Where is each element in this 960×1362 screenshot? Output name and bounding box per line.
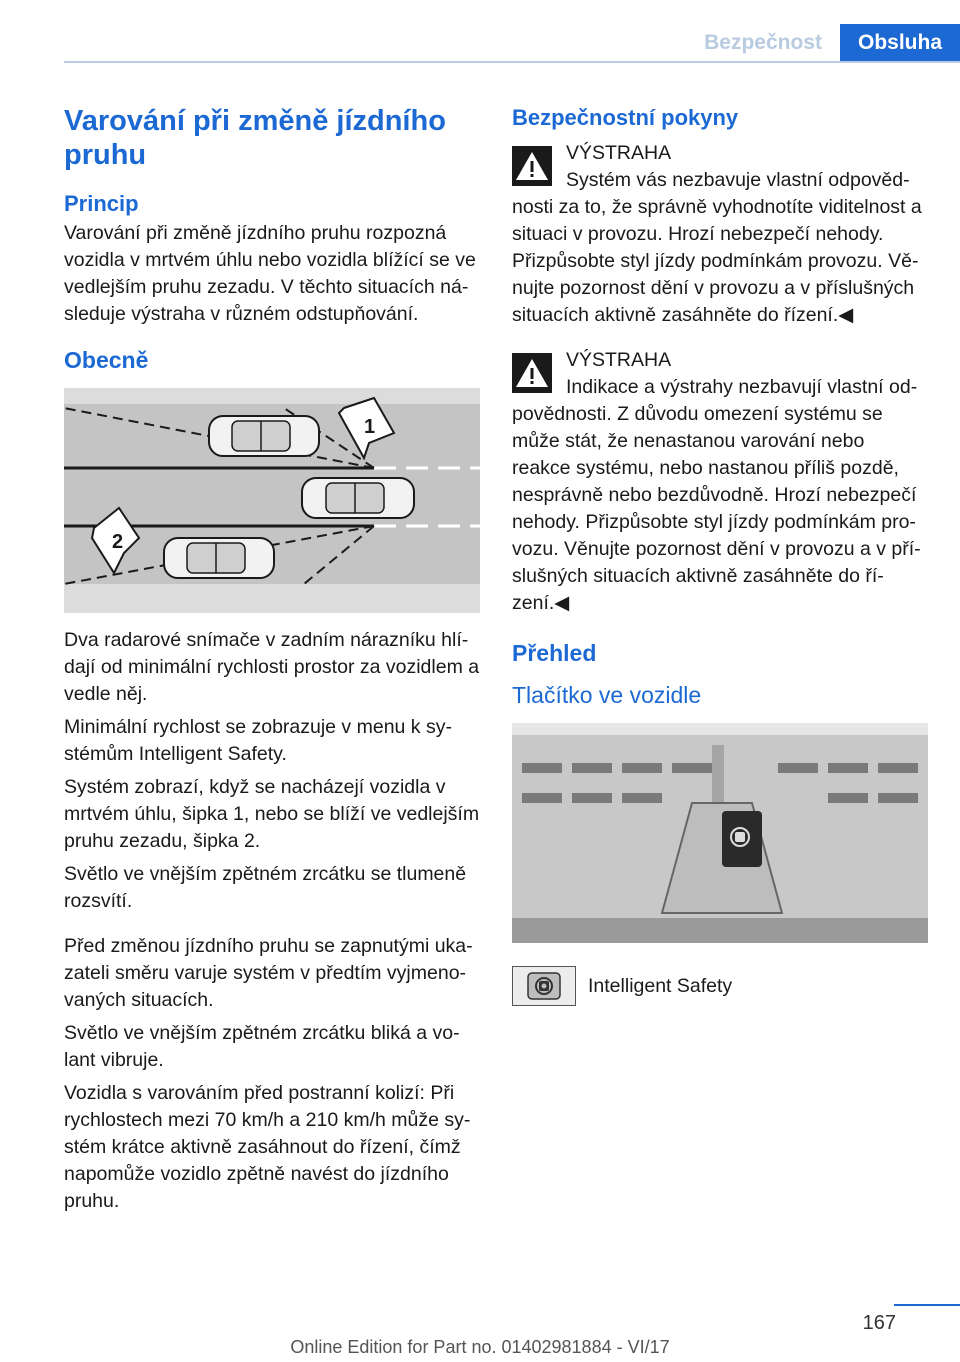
paragraph-side-collision: Vozidla s varováním před postranní kolizí: Při rychlostech mezi 70 km/h a 210 km/h může systém krátce aktivně zasáhnout do řízení, čímž napomůže vozidlo zpětně navést do jízdního pruhu. (64, 1082, 471, 1212)
button-heading: Tlačítko ve vozidle (512, 682, 702, 708)
warning-1 (512, 140, 928, 329)
tab-bezpecnost[interactable]: Bezpečnost (704, 31, 822, 54)
footer-rule (894, 1304, 960, 1306)
button-label: Intelligent Safety (588, 974, 733, 997)
safety-heading: Bezpečnostní pokyny (512, 105, 739, 130)
paragraph-light-blink: Světlo ve vnějším zpětném zrcátku bliká a volant vibruje. (64, 1022, 460, 1071)
car-own (302, 478, 414, 518)
right-column (512, 100, 928, 1006)
footer-edition: Online Edition for Part no. 01402981884 - VI/17 (290, 1337, 670, 1357)
arrow-label-2: 2 (112, 531, 124, 553)
paragraph-indicator: Před změnou jízdního pruhu se zapnutými ukazateli směru varuje systém v předtím vyjmenovaných situacích. (64, 935, 473, 1011)
car-blind-spot (209, 416, 319, 456)
warning-2-title: VÝSTRAHA (566, 349, 672, 371)
paragraph-display: Systém zobrazí, když se nacházejí vozidla v mrtvém úhlu, šipka 1, nebo se blíží ve vedlejším pruhu zezadu, šipka 2. (64, 776, 480, 852)
button-legend (512, 966, 928, 1006)
left-column (64, 100, 480, 1221)
principle-heading: Princip (64, 191, 139, 216)
button-photo (512, 723, 928, 948)
page-title: Varování při změně jízdního pruhu (64, 105, 446, 171)
warning-2 (512, 347, 928, 617)
dashboard-button-image (512, 723, 928, 943)
arrow-label-1: 1 (364, 416, 376, 438)
lane-diagram (64, 388, 480, 608)
paragraph-min-speed: Minimální rychlost se zobrazuje v menu k systémům Intelligent Safety. (64, 716, 452, 765)
intelligent-safety-button[interactable] (512, 966, 576, 1006)
warning-triangle-icon (512, 353, 552, 393)
paragraph-light-dim: Světlo ve vnějším zpětném zrcátku se tlumeně rozsvítí. (64, 863, 467, 912)
lane-change-figure (64, 388, 480, 613)
general-heading: Obecně (64, 347, 149, 373)
paragraph-radar: Dva radarové snímače v zadním nárazníku hlídají od minimální rychlosti prostor za vozidlem a vedle něj. (64, 629, 480, 705)
warning-triangle-icon (512, 146, 552, 186)
car-approaching (164, 538, 274, 578)
page-number: 167 (862, 1312, 896, 1334)
warning-1-title: VÝSTRAHA (566, 142, 672, 164)
overview-heading: Přehled (512, 640, 597, 666)
header-rule (64, 61, 960, 63)
header-tabs (686, 24, 960, 62)
warning-2-text: Indikace a výstrahy nezbavují vlastní odpovědnosti. Z důvodu omezení systému se může stát, že nenastanou varování nebo reakce systému, nebo nastanou příliš pozdě, nesprávně nebo bezdůvodně. Hrozí nebezpečí nehody. Přizpůsobte styl jízdy podmínkám provozu. Věnujte pozornost dění v provozu a v příslušných situacích aktivně zasáhněte do řízení.◀ (512, 376, 921, 614)
intelligent-safety-icon (527, 972, 561, 1000)
warning-1-text: Systém vás nezbavuje vlastní odpovědnosti za to, že správně vyhodnotíte viditelnost a situaci v provozu. Hrozí nebezpečí nehody. Přizpůsobte styl jízdy podmínkám provozu. Věnujte pozornost dění v provozu a v příslušných situacích aktivně zasáhněte do řízení.◀ (512, 169, 922, 326)
principle-text: Varování při změně jízdního pruhu rozpozná vozidla v mrtvém úhlu nebo vozidla blížící se ve vedlejším pruhu zezadu. V těchto situacích následuje výstraha v různém odstupňování. (64, 222, 476, 325)
tab-obsluha[interactable]: Obsluha (840, 24, 960, 62)
